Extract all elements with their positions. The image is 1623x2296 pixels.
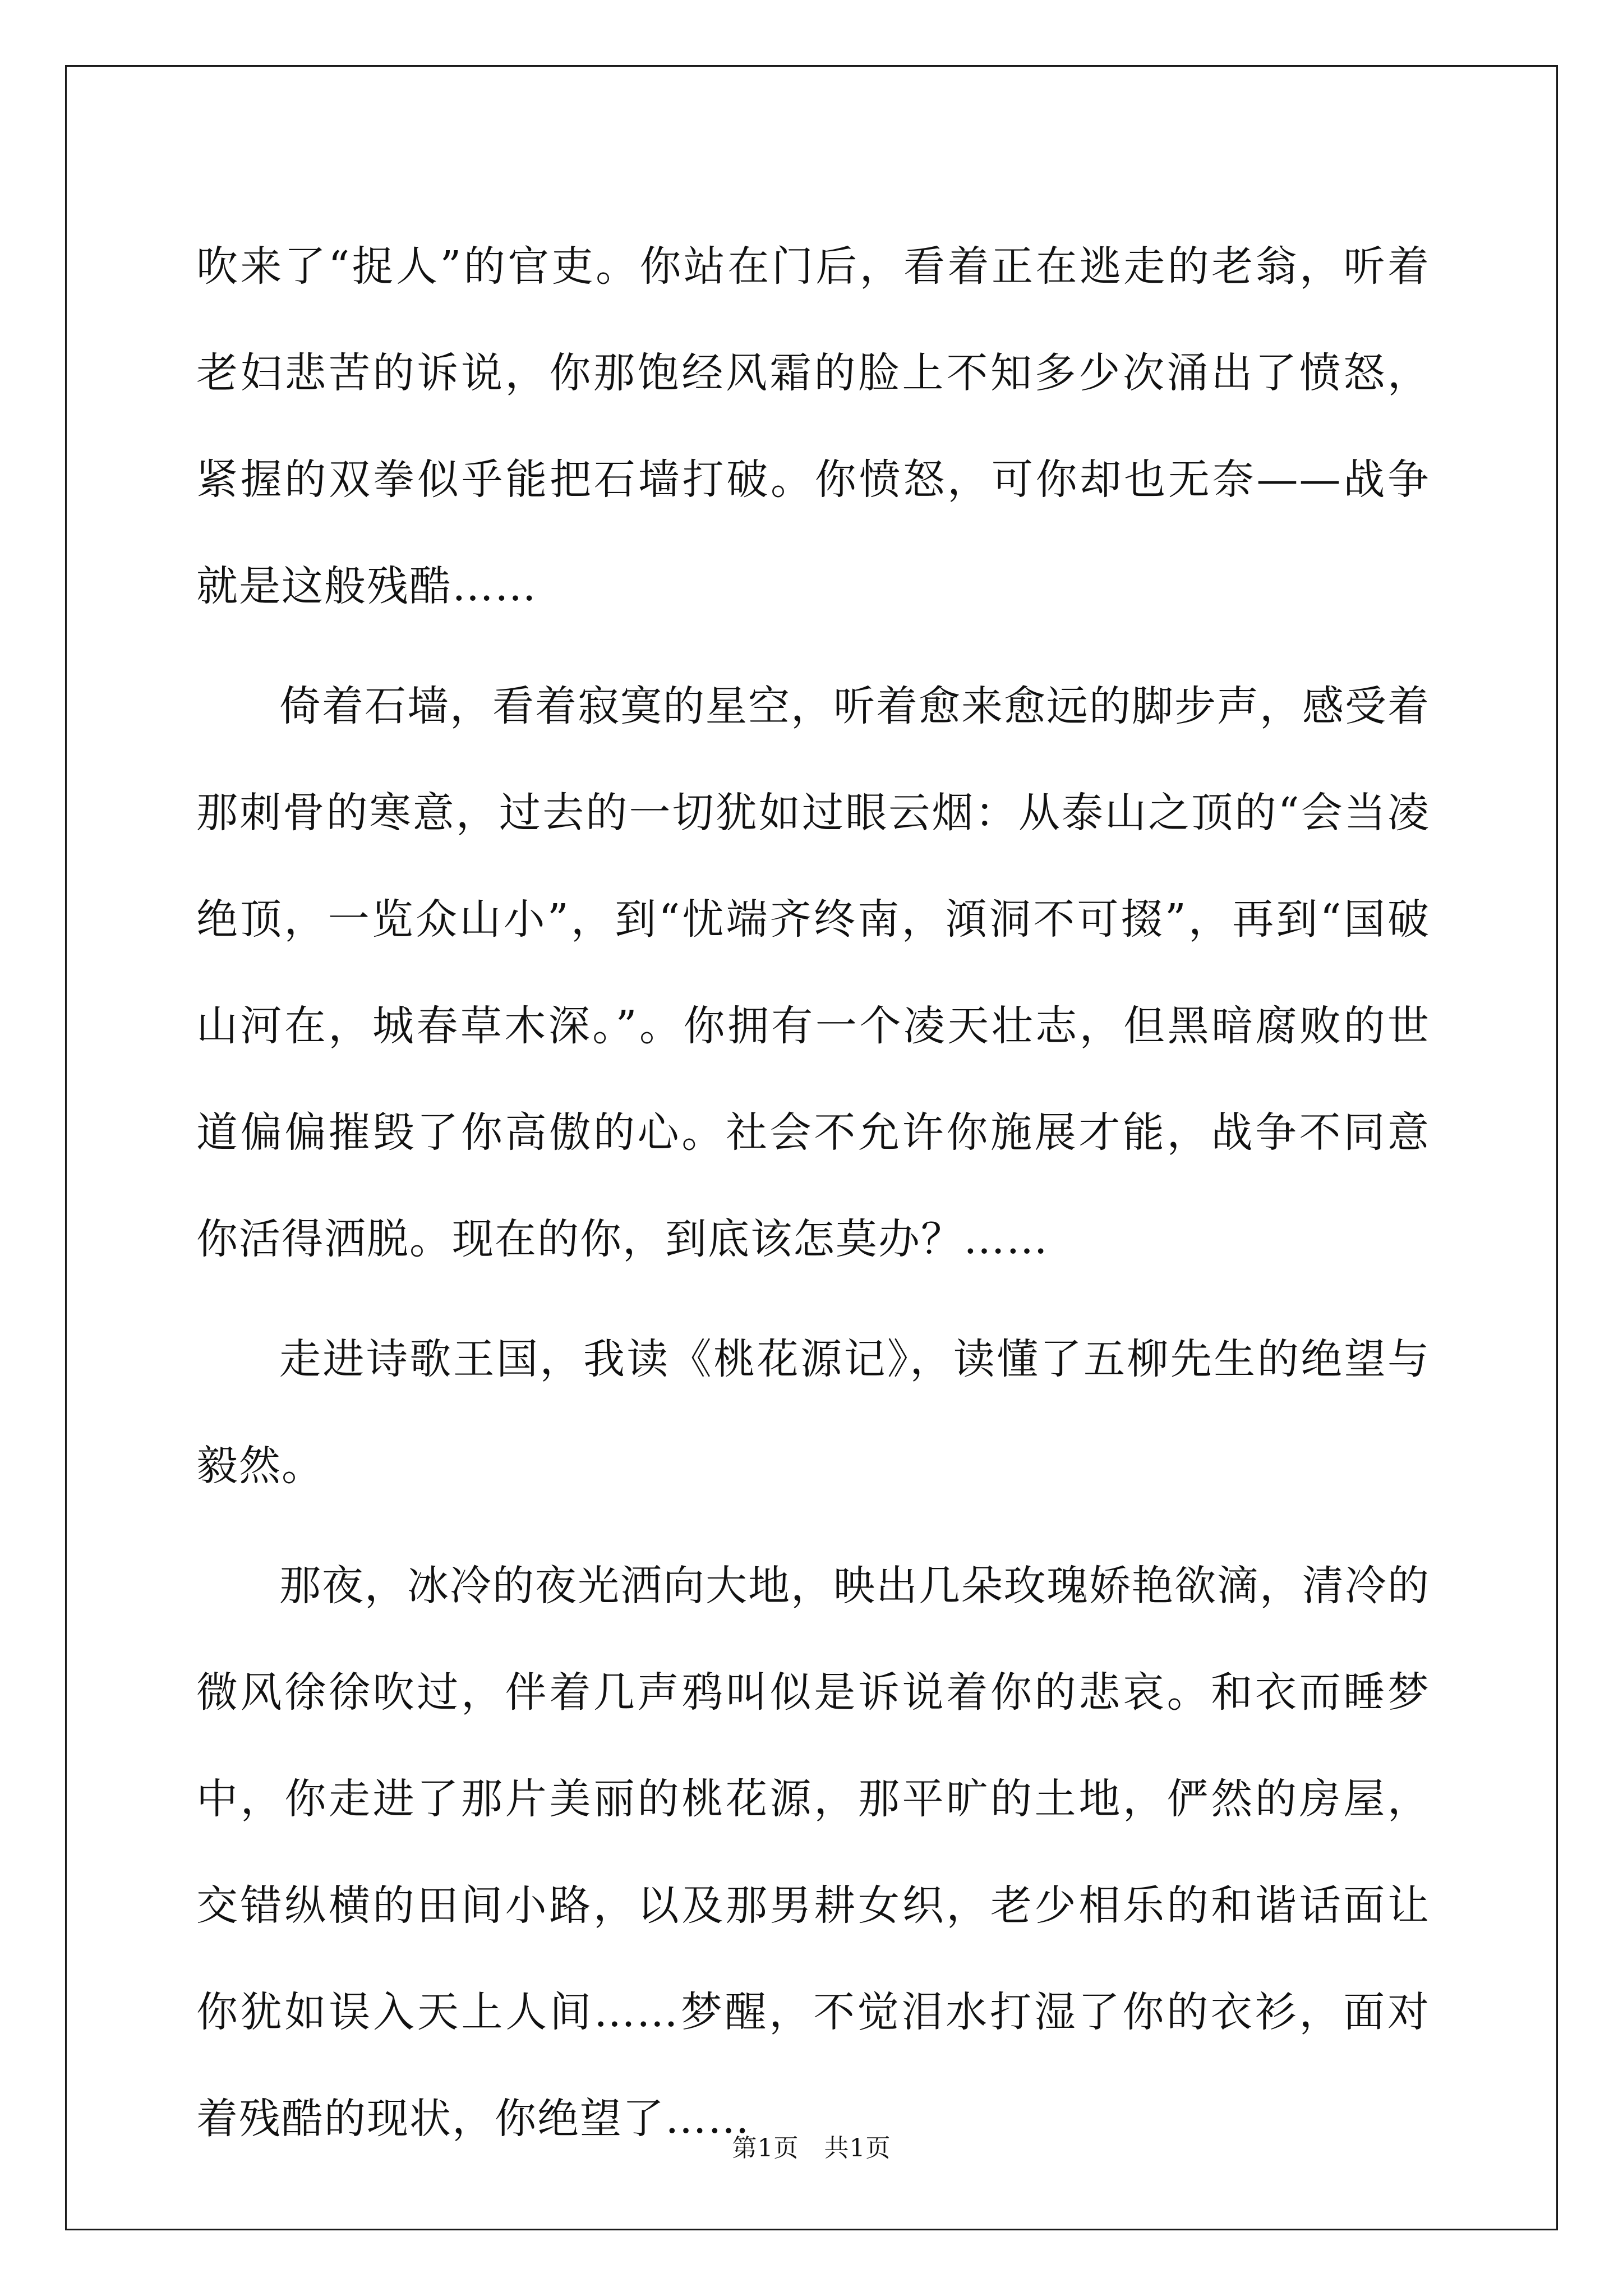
paragraph-1: 吹来了“捉人”的官吏。你站在门后，看着正在逃走的老翁，听着老妇悲苦的诉说，你那饱经风霜的脸上不知多少次涌出了愤怒，紧握的双拳似乎能把石墙打破。你愤怒，可你却也无奈——战争就是这般残酷…… [196, 242, 1430, 610]
page-footer [0, 2132, 1623, 2165]
document-body [196, 213, 1430, 2185]
paragraph-3: 走进诗歌王国，我读《桃花源记》，读懂了五柳先生的绝望与毅然。 [196, 1335, 1430, 1490]
page-number: 第1页 共1页 [732, 2134, 891, 2162]
paragraph-2: 倚着石墙，看着寂寞的星空，听着愈来愈远的脚步声，感受着那刺骨的寒意，过去的一切犹如过眼云烟：从泰山之顶的“会当凌绝顶，一览众山小”，到“忧端齐终南，澒洞不可掇”，再到“国破山河在，城春草木深。”。你拥有一个凌天壮志，但黑暗腐败的世道偏偏摧毁了你高傲的心。社会不允许你施展才能，战争不同意你活得洒脱。现在的你，到底该怎莫办？…… [196, 682, 1430, 1263]
paragraph-4: 那夜，冰冷的夜光洒向大地，映出几朵玫瑰娇艳欲滴，清冷的微风徐徐吹过，伴着几声鸦叫似是诉说着你的悲哀。和衣而睡梦中，你走进了那片美丽的桃花源，那平旷的土地，俨然的房屋，交错纵横的田间小路，以及那男耕女织，老少相乐的和谐话面让你犹如误入天上人间……梦醒，不觉泪水打湿了你的衣衫，面对着残酷的现状，你绝望了…… [196, 1562, 1430, 2143]
